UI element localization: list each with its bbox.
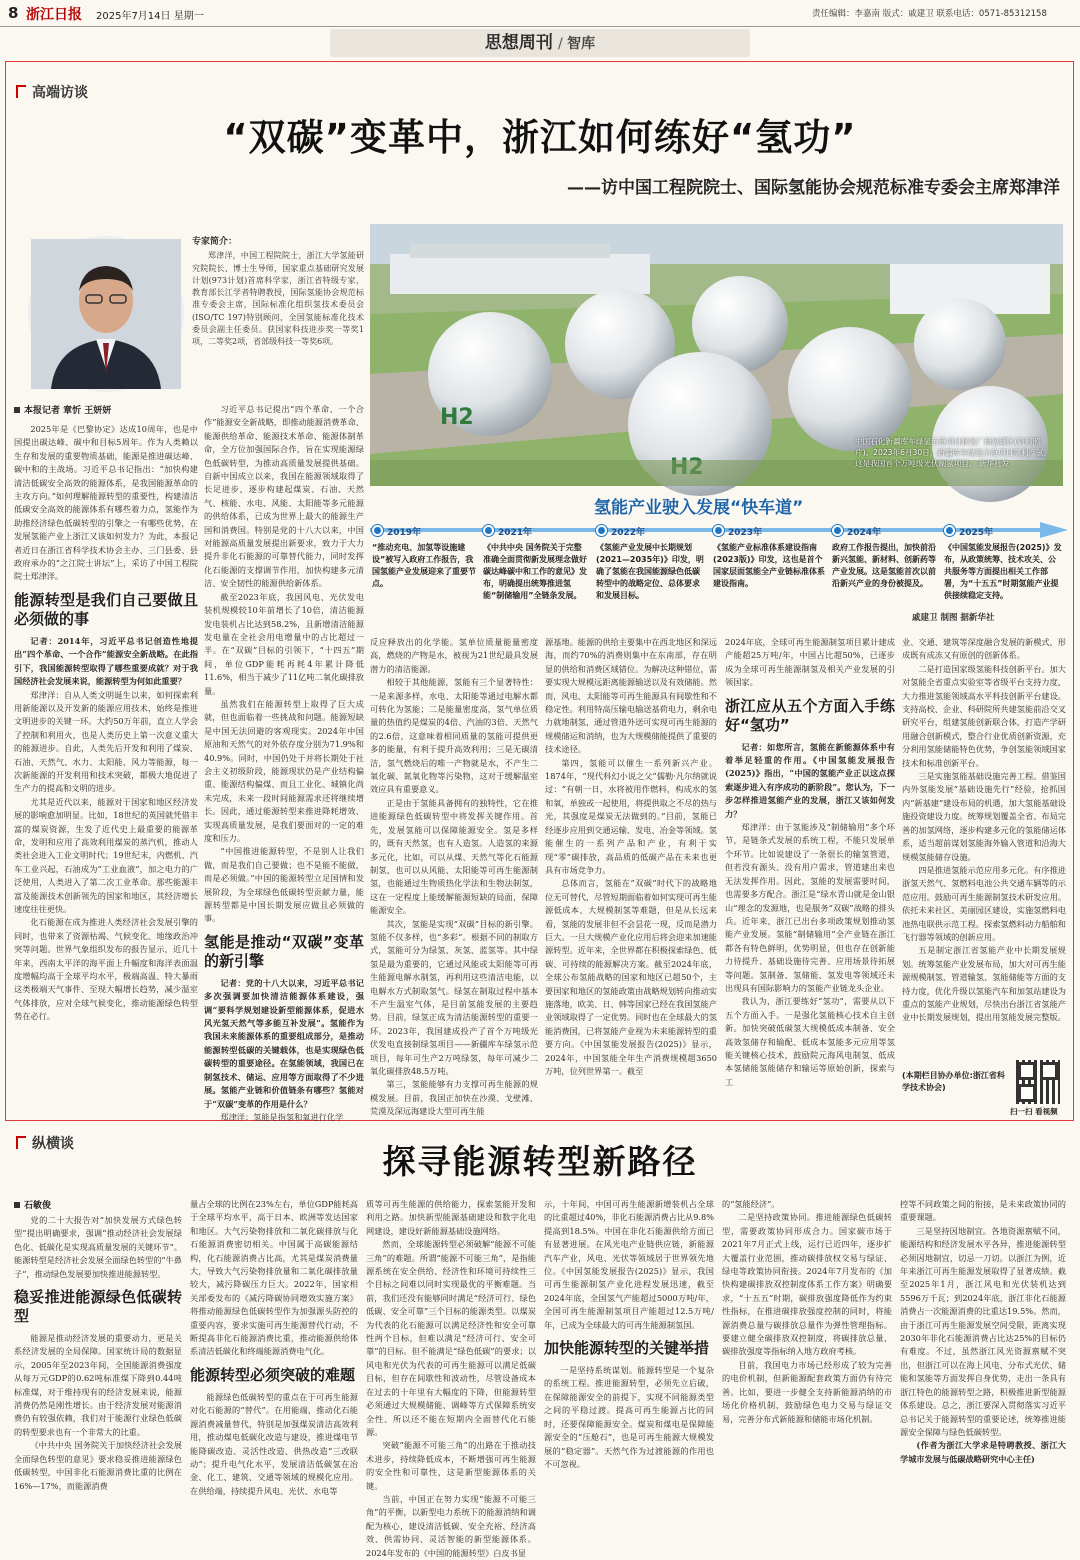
section-banner (330, 29, 750, 57)
timeline-dot-icon (372, 525, 383, 536)
article1-column-5 (725, 636, 895, 1113)
paragraph: 一是坚持系统谋划。能源转型是一个复杂的系统工程。推进能源转型，必须先立后破，在保障能源安全的前提下，实现不同能源类型之间的平稳过渡。提高可再生能源占比的同时，还要保障能源安全。煤炭和煤电是保障能源安全的“压舱石”，也是可再生能源大规模发展的“稳定器”。天然气作为过渡能源的作用也不可忽视。 (544, 1365, 714, 1469)
column-tag-interview: 高端访谈 (16, 82, 88, 102)
timeline-dot-icon (832, 525, 843, 536)
timeline-node-2023: 2023年 (713, 525, 762, 538)
paragraph: 其次，氢能是实现“双碳”目标的新引擎。氢能不仅多样，也“多彩”。根据不同的制取方式，氢能可分为绿氢、灰氢、蓝氢等。其中绿氢是最为重要的，它通过风能或太阳能等可再生能源电解水制氢，再利用这些清洁电能，以电解水方式制取氢气。绿氢在制取过程中基本不产生温室气体，是目前氢能发展的主要趋势。目前，绿氢正成为清洁能源转型的重要一环。2023年，我国建成投产了首个万吨级光伏发电直接制绿氢项目——新疆库车绿氢示范项目，每年可生产2万吨绿氢，每年可减少二氧化碳排放48.5万吨。 (370, 918, 538, 1076)
qr-code[interactable] (1016, 1060, 1060, 1104)
timeline-node-2024: 2024年 (832, 525, 881, 538)
photo-caption: 中国石化新疆库车绿氢示范项目制氢厂储氢罐区(资料照片)。2023年6月30日，新疆库车绿氢示范项目顺利产氢，这是我国首个万吨级光伏制氢项目。 新华社发 (855, 437, 1052, 468)
paragraph: 二是打造国家级氢能科技创新平台。加大对氢能全省重点实验室等省级平台支持力度，大力推进氢能领域高水平科技创新平台建设。支持高校、企业、科研院所共建氢能前沿交叉研究平台，组建氢能创新联合体，打造产学研用融合创新模式，整合行业优质创新资源，充分利用氢能储能特色优势，争创氢能领域国家技术和标准创新平台。 (902, 663, 1066, 768)
question-paragraph: 记者：如您所言，氢能在新能源体系中有着举足轻重的作用。《中国氢能发展报告(2025)》指出，“中国的氢能产业正以这点探索逐步进入有序成功的新阶段”。您认为，下一步怎样推进氢能产业的发展，浙江又该如何发力？ (725, 741, 895, 819)
paragraph: 二是坚持政策协同。推进能源绿色低碳转型，需要政策协同形成合力。国家碳市场于2021年7月正式上线，运行已近四年，逐步扩大覆盖行业范围，推动碳排放权交易与绿证、绿电等政策协同衔接。2024年7月发布的《加快构建碳排放双控制度体系工作方案》明确要求，“十五五”时期，碳排放强度降低作为约束性指标，在推进碳排放强度控制的同时，将能源消费总量与碳排放总量作为弹性管理指标。要建立健全碳排放双控制度，将碳排放总量、碳排放强度等指标纳入地方政府考核。 (722, 1212, 892, 1357)
paragraph: “中国推进能源转型，不是别人让我们做，而是我们自己要做；也不是能不能做，而是必须做。”中国的能源转型立足国情和发展阶段，为全球绿色低碳转型贡献力量，能源转型都是中国长期发展应做且必须做的事。 (204, 846, 364, 924)
masthead (0, 0, 1080, 27)
expert-bio-text: 郑津洋，中国工程院院士，浙江大学氢能研究院院长、博士生导师，国家重点基础研究发展计划(973计划)首席科学家，浙江省特级专家，教育部长江学者特聘教授，国际氢能协会规范标准专委会主席，国际标准化组织氢技术委员会(ISO/TC 197)特别顾问，全国氢能标准化技术委员会副主任委员。获国家科技进步奖一等奖1项，二等奖2项，省部级科技一等奖6项。 (192, 251, 364, 347)
timeline-node-2022: 2022年 (596, 525, 645, 538)
section-name: 思想周刊 (484, 33, 553, 53)
timeline-text-2025: 《中国氢能发展报告(2025)》发布，从政策统筹、技术攻关、公共服务等方面提出相关工作部署，为“十五五”时期氢能产业提供接续稳定支持。 (944, 543, 1062, 600)
paragraph: 2024年底，全球可再生能源制氢项目累计建成产能超25万吨/年，中国占比超50%，已逐步成为全球可再生能源制氢及相关产业发展的引领国家。 (725, 637, 895, 688)
paragraph: 化石能源在成为推进人类经济社会发展引擎的同时，也带来了资源枯竭、气候变化、地缘政治冲突等问题。世界气象组织发布的报告显示，近几十年来，西南太平洋的海平面上升幅度和海洋表面温度增幅均高于全球平均水平，极端高温、特大暴雨这类极端天气事件、至现大幅增长趋势，减少温室气体排放，应对全球气候变化，推动能源绿色转型势在必行。 (14, 917, 198, 1022)
article2-column-3 (366, 1198, 536, 1558)
article2-column-6 (900, 1198, 1066, 1546)
page-number: 8 (8, 4, 19, 22)
timeline-dot-icon (596, 525, 607, 536)
expert-bio-label: 专家简介： (192, 237, 238, 247)
timeline-text-2019: “推动充电、加氢等设施建设”被写入政府工作报告，我国氢能产业发展迎来了重要节点。 (372, 543, 476, 588)
article1-column-2 (204, 403, 364, 1122)
paragraph: 总体而言，氢能在“双碳”时代下的战略地位无可替代，尽管短期面临着如何实现可再生能源低成本、大规模制氢等难题，但是从长远来看，氢能的发展非但不会昙花一现，反而是潜力巨大。一旦大规模产业化应用后将会迎来加速能源转型。近年来，全世界都在积极探索绿色、低碳、可持续的能源解决方案。截至2024年底，全球公布氢能战略的国家和地区已超50个，主要国家和地区的氢能政策由战略规划转向推动实施落地，欧美、日、韩等国家已经在我国氢能产业领域取得了一定优势。同时也在全球最大的氢能消费国，已将氢能产业视为未来能源转型的重要方向。《中国氢能发展报告(2025)》显示，2024年，中国氢能全年生产消费规模超3650万吨，位列世界第一。截至 (545, 878, 717, 1076)
paragraph: 郑津洋：由于氢能涉及“制储输用”多个环节，是链条式发展的系统工程，不能只发展单个环节。比如说建设了一条很长的输氢管道，但若没有源头、没有用户需求，管道建出来也无法发挥作用。因此，氢能的发展需要时间，也需要多方配合。浙江是“绿水青山就是金山银山”理念的发源地，也是服务“双碳”战略的排头兵。近年来，浙江已出台多项政策规划推动氢能产业发展。氢能“制储输用”全产业链在浙江都各有特色鲜明，优势明显，但也存在创新能力待提升、基础设施待完善、应用场景待拓展等问题。氢制备、氢储能、氢发电等领域还未出现具有国际影响力的氢能产业链龙头企业。 (725, 822, 895, 993)
paragraph: 能源是推动经济发展的重要动力，更是关系经济发展的全局保障。国家统计局的数据显示，2005年至2023年间，全国能源消费强度从每万元GDP的0.62吨标准煤下降到0.44吨标准煤，对于维持现有的经济发展来说，能源消费仍然是刚性增长。由于经济发展对能源消费仍有较强依赖，我们对于能源行业绿色低碳的转型要求也有一个非常大的比重。 (14, 1333, 182, 1437)
subsection-name: 智库 (567, 36, 596, 52)
question-paragraph: 记者：党的十八大以来，习近平总书记多次强调要加快清洁能源体系建设，强调“要科学规划建设新型能源体系，促进水风光氢天然气等多能互补发展”。氢能作为我国未来能源体系的重要组成部分，是推动能源转型低碳的关键载体，也是实现绿色低碳转型的重要途径。在氢能领域，我国已在制氢技术、储运、应用等方面取得了不少进展。氢能产业链和价值链条有哪些？氢能对于“双碳”变革的作用是什么？ (204, 977, 364, 1109)
paragraph: 源基地。能源的供给主要集中在西北地区和深远海，而约70%的消费则集中在东南部，存在明显的供给和消费区域错位。为解决这种错位，需要实现大规模远距离能源输送以及有效储能。然而，风电、太阳能等可再生能源具有间歇性和不稳定性。利用特高压输电输送基荷电力，剩余电力就地制氢，通过管道外送可实现可再生能源的规模储运和消纳，也为大规模储能提供了重要的技术途径。 (545, 637, 717, 755)
paragraph: 质等可再生能源的供给能力，探索氢能开发和利用之路。加快新型能源基础建设和数字化电网建设，建设好新能源基础设施网络。 (366, 1199, 536, 1236)
timeline-node-2025: 2025年 (944, 525, 993, 538)
article1-column-4 (545, 636, 717, 1113)
paragraph: 控等不同政策之间的衔接，是未来政策协同的重要课题。 (900, 1199, 1066, 1223)
paragraph: 郑津洋：自从人类文明诞生以来，如何探索利用新能源以及开发新的能源应用技术，始终是推进文明进步的关键一环。大约50万年前，直立人学会了控制和利用火，也是人类历史上第一次意义重大的能源进步。自此，人类先后开发和利用了煤炭、石油、天然气、水力、太阳能、风力等能源，每一次新能源的开发利用和技术突破，都极大地促进了生产力的提高和文明的进步。 (14, 689, 198, 794)
tag-mark-icon (16, 85, 26, 98)
paragraph: 《中共中央 国务院关于加快经济社会发展全面绿色转型的意见》要求稳妥推进能源绿色低碳转型，中国非化石能源消费比重的比例在16%—17%，而能源消费 (14, 1440, 182, 1491)
paragraph: 突破“能源不可能三角”的出路在于推动技术进步，持续降低成本，不断增强可再生能源的安全性和可靠性，这是新型能源体系的关键。 (366, 1440, 536, 1491)
byline-marker-icon (14, 407, 20, 413)
portrait-photo (31, 239, 181, 389)
infographic-credit: 戚建卫 制图 据新华社 (912, 613, 995, 623)
author-note: (作者为浙江大学求是特聘教授、浙江大学城市发展与低碳战略研究中心主任) (900, 1440, 1066, 1464)
editor-credits: 责任编辑：李嘉南 版式：戚建卫 联系电话：0571-85312158 (812, 9, 1047, 19)
paragraph: 三是实施氢能基础设施完善工程。借鉴国内外氢能发展“基础设施先行”经验，抢抓国内“新基建”建设布局的机遇，加大氢能基础设施投资建设力度。统筹规划覆盖全省、布局完善的加氢网络，逐步构建多元化的氢能储运体系，适当超前谋划氢能海外输入管道和沿海大规模氢能储存设施。 (902, 771, 1066, 862)
section-heading-5: 能源转型必须突破的难题 (190, 1365, 356, 1384)
issue-date: 2025年7月14日 星期一 (96, 11, 204, 22)
paragraph: 第四，氢能可以催生一系列新兴产业。1874年，“现代科幻小说之父”儒勒·凡尔纳就说过：“有朝一日，水将被用作燃料，构成水的氢和氧，单独或一起使用，将提供取之不尽的热与光，其强度是煤炭无法做到的。”目前，氢能已经逐步应用到交通运输、发电、冶金等领域。氢能催生的一系列产品和产业，有利于实现“零”碳排放，高品质的低碳产品在未来也更具有市场竞争力。 (545, 757, 717, 875)
paragraph: 郑津洋：氢能是指氢和氧进行化学 (220, 1111, 344, 1122)
byline: 本报记者 章忻 王妍妍 (14, 403, 111, 416)
hydrogen-tank-photo (370, 224, 1063, 486)
paragraph: 量占全球的比例在23%左右，单位GDP能耗高于全球平均水平，高于日本、欧洲等发达国家和地区。大气污染物排放和二氧化碳排放与化石能源消费密切相关。中国属于高碳能源结构，化石能源消费占比高，尤其是煤炭消费量大，导致大气污染物排放量和二氧化碳排放量较大，减污降碳压力巨大。2022年，国家相关部委发布的《减污降碳协同增效实施方案》将推动能源绿色低碳转型作为加强源头防控的重要内容，要求实施可再生能源替代行动，不断提高非化石能源消费比重，推动能源供给体系清洁低碳化和终端能源消费电气化。 (190, 1199, 358, 1357)
paragraph: 尤其是近代以来，能源对于国家和地区经济发展的影响愈加明显。比如，18世纪的英国就凭借丰富的煤炭资源，生发了近代史上最重要的能源革命，发明和应用了高效利用煤炭的蒸汽机，推动人类社会进入工业文明时代；19世纪末，内燃机、汽车工业兴起，石油成为“工业血液”，加之电力的广泛使用，人类进入了第二次工业革命。那些能源丰富及能源技术创新领先的国家和地区，其经济增长速度往往更快。 (14, 796, 198, 914)
paragraph: 正是由于氢能具备拥有的独特性，它在推进能源绿色低碳转型中将发挥关键作用。首先，发展氢能可以保障能源安全。氢是多样的，既有天然氢，也有人造氢。人造氢的来源多元化，比如，可以从煤、天然气等化石能源制氢，也可以从风能、太阳能等可再生能源制氢，也能通过生物质热化学法和生物法制氢，这在一定程度上能缓解能源短缺的局面，保障能源安全。 (370, 797, 538, 916)
headline-subtitle: ——访中国工程院院士、国际氢能协会规范标准专委会主席郑津洋 (567, 178, 1060, 198)
svg-text:H2: H2 (440, 405, 474, 430)
paragraph: 然而，全球能源转型必须破解“能源不可能三角”的难题。所谓“能源不可能三角”，是指能源系统在安全供给、经济性和环境可持续性三个目标之间难以同时实现最优的平衡难题。当前，我们还没有能够同时满足“经济可行、绿色低碳、安全可靠”三个目标的能源类型。以煤炭为代表的化石能源可以满足经济性和安全可靠性两个目标，但难以满足“经济可行、安全可靠”的目标。但不能满足“绿色低碳”的要求；以风电和光伏为代表的可再生能源可以满足低碳目标，但存在间歇性和波动性，尽管设备成本在过去的十年里有大幅度的下降，但能源转型必须通过大规模储能、调峰等方式保障系统安全性、所以还不能在短期内全面替代化石能源。 (366, 1239, 536, 1437)
paragraph: 五是制定浙江省氢能产业中长期发展规划。统筹氢能产业发展布局，加大对可再生能源规模制氢、管道输氢、氢能储能等方面的支持力度，优化升级以氢能汽车和加氢站建设为重点的氢能产业规划，尽快出台浙江省氢能产业中长期发展规划，提出用氢能发展完整版。 (902, 945, 1066, 1023)
timeline-text-2021: 《中共中央 国务院关于完整准确全面贯彻新发展理念做好碳达峰碳中和工作的意见》发布，明确提出统筹推进氢能“制储输用”全链条发展。 (483, 543, 587, 600)
headline: “双碳”变革中，浙江如何练好“氢功” (223, 116, 857, 159)
question-paragraph: 记者：2014年，习近平总书记创造性地提出“四个革命、一个合作”能源安全新战略。在此指引下，我国能源转型取得了哪些重要成就？对于我国经济社会发展来说，能源转型为何如此重要？ (14, 635, 198, 687)
tag-mark-icon (16, 1136, 26, 1149)
portrait-frame (28, 236, 184, 392)
timeline-dot-icon (483, 525, 494, 536)
paragraph: 截至2023年底，我国风电、光伏发电装机规模较10年前增长了10倍，清洁能源发电装机占比达到58.2%，且新增清洁能源发电量在全社会用电增量中的占比超过一半。在“双碳”目标的引领下，“十四五”期间，单位GDP能耗再耗4年累计降低11.6%，相当于减少了11亿吨二氧化碳排放量。 (204, 591, 364, 696)
paragraph: 目前，我国电力市场已经形成了较为完善的电价机制，但新能源配套政策方面仍有待完善。比如，要进一步健全支持新能源消纳的市场化价格机制，鼓励绿色电力交易与绿证交易，完善分布式新能源和储能市场化机制。 (722, 1359, 892, 1424)
section-heading-2: 氢能是推动“双碳”变革的新引擎 (204, 932, 364, 970)
timeline-dot-icon (944, 525, 955, 536)
paragraph: 反应释放出的化学能。氢单位质量能量密度高，燃烧的产物是水，被视为21世纪最具发展潜力的清洁能源。 (370, 637, 538, 674)
article2-column-5 (722, 1198, 892, 1546)
paragraph: 2025年是《巴黎协定》达成10周年，也是中国提出碳达峰、碳中和目标5周年。作为人类赖以生存和发展的重要物质基础，能源是推进碳达峰、碳中和的主战场。习近平总书记指出：“加快构建清洁低碳安全高效的能源体系，是我国能源革命的主攻方向。”如何理解能源转型的重要性，构建清洁低碳安全高效的能源体系有哪些着力点，氢能作为助推经济绿色低碳转型的引擎之一有哪些优势，在发展氢能产业上浙江又该如何发力？为此，本报记者近日在浙江省科学技术协会主办、三门县委、县政府承办的“之江院士讲坛”上，采访了中国工程院院士郑津洋。 (14, 424, 198, 582)
article2-column-1 (14, 1214, 182, 1546)
article1-column-3 (370, 636, 538, 1117)
paragraph: 我认为，浙江要练好“氢功”，需要从以下五个方面入手。一是强化氢能核心技术自主创新。加快突破低碳氢大规模低成本制备、安全高效氢储存和输配、低成本氢能多元应用等氢能关键核心技术，鼓励院元海风电制氢、低成本氢储能氢能储存和输运等原始创新，探索与工 (725, 996, 895, 1087)
paragraph: 相较于其他能源，氢能有三个显著特性：一是来源多样，水电、太阳能等通过电解水都可转化为氢能；二是能量密度高，氢气单位质量的热值约是煤炭的4倍、汽油的3倍、天然气的2.6倍，这意味着相同质量的氢能可提供更多的能量，有利于提升高效利用；三是无碳清洁，氢气燃烧后的唯一产物就是水，不产生二氧化碳、氮氧化物等污染物，这对于缓解温室效应具有重要意义。 (370, 677, 538, 795)
section-heading-4: 稳妥推进能源绿色低碳转型 (14, 1288, 182, 1326)
column-tag-commentary: 纵横谈 (16, 1133, 74, 1153)
article1-column-6 (902, 636, 1066, 1066)
section-heading-3: 浙江应从五个方面入手练好“氢功” (725, 696, 895, 734)
section-heading-1: 能源转型是我们自己要做且必须做的事 (14, 590, 198, 628)
timeline-node-2019: 2019年 (372, 525, 421, 538)
paragraph: 示，十年间，中国可再生能源新增装机占全球的比重超过40%，非化石能源消费占比从9.8%提高到18.5%。中国在非化石能源供给方面已有显著进展。在风光电产业链供应链，新能源汽车产业，风电、光伏等领域居于世界领先地位。《中国氢能发展报告(2025)》显示，我国可再生能源制氢产业化进程发展迅速，截至2024年底，全国氢气产能超过5000万吨/年，全国可再生能源制氢项目产能超过12.5万吨/年，已成为全球最大的可再生能源制氢国。 (544, 1199, 714, 1330)
paragraph: 党的二十大报告对“加快发展方式绿色转型”提出明确要求，强调“推动经济社会发展绿色化、低碳化是实现高质量发展的关键环节”。能源转型是经济社会发展全面绿色转型的“牛鼻子”，推动绿色发展要加快推进能源转型。 (14, 1215, 182, 1279)
paragraph: 四是推进氢能示范应用多元化。有序推进浙氢天然气、氢燃料电池公共交通车辆等的示范应用。鼓励可再生能源制氢技术研发应用。依托未来社区、美丽园区建设，实施氢燃料电池热电联供示范工程。探索氢燃料动力船舶和飞行器等领域的创新应用。 (902, 864, 1066, 942)
paragraph: 的“氢能经济”。 (722, 1199, 780, 1209)
article2-column-2 (190, 1198, 358, 1546)
expert-bio (192, 236, 364, 349)
paragraph: 能源绿色低碳转型的重点在于可再生能源对化石能源的“替代”。在用能端，推动化石能源消费减量替代，特别是加强煤炭清洁高效利用，推动煤电低碳化改造与建设，推进煤电节能降碳改造、灵活性改造、供热改造“三改联动”；提升电气化水平，发展清洁低碳氢在冶金、化工、建筑、交通等领域的规模化应用。在供给端，持续提升风电、光伏、水电等 (190, 1391, 358, 1496)
paragraph: 习近平总书记提出“四个革命、一个合作”能源安全新战略，即推动能源消费革命、能源供给革命、能源技术革命、能源体制革命，全方位加强国际合作，旨在实现能源绿色低碳转型，为推动高质量发展提供基础。自新中国成立以来，我国在能源领域取得了长足进步，逐步构建起煤炭、石油、天然气、核能、水电、风能、太阳能等多元能源的供给体系，已成为世界上最大的能源生产国和消费国。特别是党的十八大以来，中国对能源高质量发展提出新要求，致力于大力提升非化石能源的可靠替代能力，同时发挥化石能源的支撑调节作用，加快构建多元清洁、安全韧性的能源供给新体系。 (204, 404, 364, 589)
article1-column-1 (14, 423, 198, 1113)
byline-2: 石敏俊 (14, 1198, 51, 1211)
paragraph: 三是坚持因地制宜。各地资源禀赋不同，能源结构和经济发展水平各异，推进能源转型必须因地制宜，切忌一刀切。以浙江为例，近年来浙江可再生能源发展取得了显著成绩。截至2025年1月，浙江风电和光伏装机达到5596万千瓦；到2024年底，浙江非化石能源消费占一次能源消费的比重达19.5%。然而，由于浙江可再生能源发展空间受限，距离实现2030年非化石能源消费占比达25%的目标仍有难度。不过，虽然浙江风光资源禀赋不突出，但浙江可以在海上风电、分布式光伏、储能和氢能等方面发挥自身优势，走出一条具有浙江特色的能源转型之路，积极推进新型能源体系建设。总之，浙江要深入贯彻落实习近平总书记关于能源转型的重要论述，统筹推进能源安全保障与绿色低碳转型。 (900, 1225, 1066, 1437)
paper-name: 浙江日报 (26, 7, 82, 23)
byline-marker-icon (14, 1202, 20, 1208)
paragraph: 当前，中国正在努力实现“能源不可能三角”的平衡，以新型电力系统下的能源消纳和调配为核心，建设清洁低碳、安全充裕、经济高效、供需协同、灵活智能的新型能源体系。2024年发布的《中国的能源转型》白皮书显 (366, 1493, 536, 1558)
timeline-node-2021: 2021年 (483, 525, 532, 538)
paragraph: 业、交通、建筑等深度融合发展的新模式，形成既有成冻又有原创的创新体系。 (902, 637, 1066, 661)
paragraph: 虽然我们在能源转型上取得了巨大成就，但也面临着一些挑战和问题。能源短缺是中国无法回避的客观现实。2024年中国原油和天然气的对外依存度分别为71.9%和40.9%。同时，中国仍处于并将长期处于社会主义初级阶段，能源现状仍是产业结构偏重、能源结构偏煤、而且工业化、城镇化尚未完成，未来一段时间能源需求还将继续增长。因此，通过能源转型来推进降耗增效、实现高质量发展，是我们要面对的一定的难度和压力。 (204, 698, 364, 843)
section-slash: / (557, 36, 568, 52)
qr-caption: 扫一扫 看视频 (1010, 1107, 1058, 1116)
paragraph: 第三，氢能能够有力支撑可再生能源的规模发展。目前，我国正加快在沙漠、戈壁滩、荒漠及深远海建设大型可再生能 (370, 1079, 538, 1117)
co-organizer-note: (本期栏目协办单位:浙江省科学技术协会) (902, 1071, 1005, 1092)
timeline-text-2023: 《氢能产业标准体系建设指南(2023版)》印发，这也是首个国家层面氢能全产业链标准体系建设指南。 (713, 543, 825, 588)
headline-2: 探寻能源转型新路径 (382, 1142, 698, 1181)
section-heading-6: 加快能源转型的关键举措 (544, 1339, 710, 1358)
timeline-text-2022: 《氢能产业发展中长期规划(2021—2035年)》印发，明确了氢能在我国能源绿色低碳转型中的战略定位、总体要求和发展目标。 (596, 543, 704, 600)
timeline-text-2024: 政府工作报告提出，加快前沿新兴氢能、新材料、创新药等产业发展。这是氢能首次以前沿新兴产业的身份被提及。 (832, 543, 936, 588)
timeline-dot-icon (713, 525, 724, 536)
article2-column-4 (544, 1198, 714, 1546)
infographic-title: 氢能产业驶入发展“快车道” (594, 498, 804, 518)
